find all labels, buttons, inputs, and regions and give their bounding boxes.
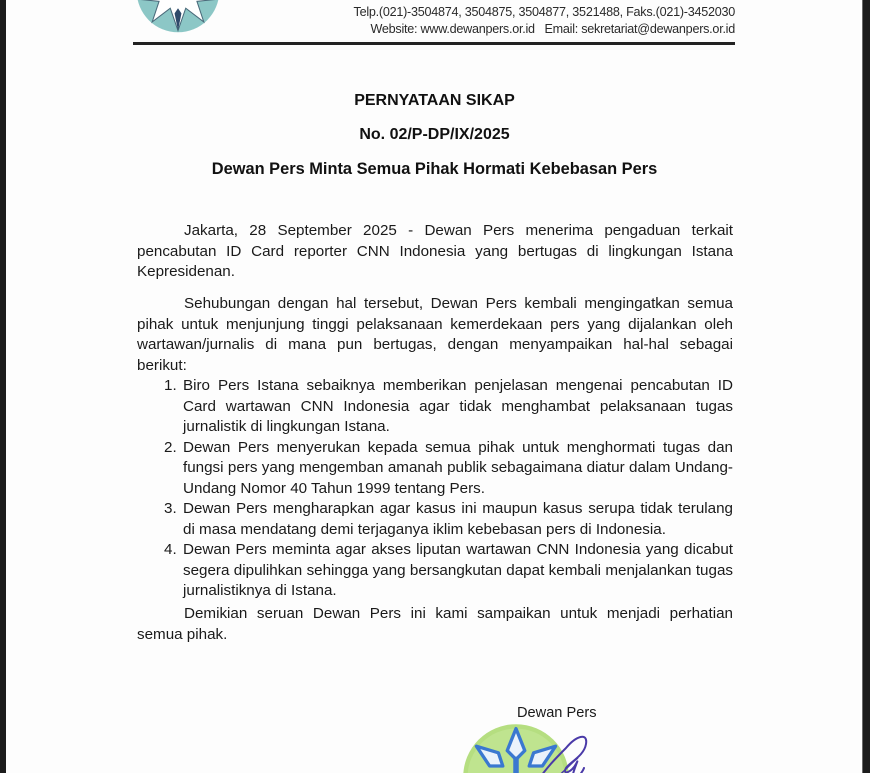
letterhead-contact xyxy=(354,4,735,38)
handwritten-signature-icon xyxy=(526,728,606,773)
letterhead-phone: Telp.(021)-3504874, 3504875, 3504877, 3521488, Faks.(021)-3452030 xyxy=(353,5,735,19)
point-number: 3. xyxy=(164,500,177,517)
statement-point xyxy=(137,499,733,540)
point-number: 4. xyxy=(164,541,177,558)
statement-point xyxy=(137,376,733,438)
point-text: Dewan Pers mengharapkan agar kasus ini maupun kasus serupa tidak terulang di masa mendatang demi terjaganya iklim kebebasan pers di Indonesia. xyxy=(183,500,733,538)
point-text: Dewan Pers menyerukan kepada semua pihak untuk menghormati tugas dan fungsi pers yang mengemban amanah publik sebagaimana diatur dalam Undang-Undang Nomor 40 Tahun 1999 tentang Pers. xyxy=(183,438,733,497)
statement-title: PERNYATAAN SIKAP xyxy=(354,92,515,109)
point-text: Dewan Pers meminta agar akses liputan wartawan CNN Indonesia yang dicabut segera dipulihkan sehingga yang bersangkutan dapat kembali menjalankan tugas jurnalistiknya di Istana. xyxy=(183,541,733,599)
point-text: Biro Pers Istana sebaiknya memberikan penjelasan mengenai pencabutan ID Card wartawan CNN Indonesia agar tidak menghambat pelaksanaan tugas jurnalistik di lingkungan Istana. xyxy=(183,377,733,435)
statement-points xyxy=(137,376,733,602)
statement-subtitle: Dewan Pers Minta Semua Pihak Hormati Kebebasan Pers xyxy=(211,160,658,178)
point-number: 2. xyxy=(164,438,177,456)
document-page xyxy=(6,0,863,773)
statement-point xyxy=(137,438,733,500)
dewan-pers-logo-icon xyxy=(135,0,221,34)
paragraph-context: Sehubungan dengan hal tersebut, Dewan Pers kembali mengingatkan semua pihak untuk menjunjung tinggi pelaksanaan kemerdekaan pers yang dijalankan oleh wartawan/jurnalis di mana pun bertugas, dengan menyampaikan hal-hal sebagai berikut: xyxy=(137,295,733,374)
signatory-label: Dewan Pers xyxy=(517,705,597,721)
letterhead-web-email: Website: www.dewanpers.or.id Email: sekretariat@dewanpers.or.id xyxy=(370,22,735,36)
letterhead-divider xyxy=(133,42,735,45)
statement-number: No. 02/P-DP/IX/2025 xyxy=(359,126,510,143)
point-number: 1. xyxy=(164,377,177,394)
paragraph-intro: Jakarta, 28 September 2025 - Dewan Pers menerima pengaduan terkait pencabutan ID Card reporter CNN Indonesia yang bertugas di lingkungan Istana Kepresidenan. xyxy=(137,222,733,280)
statement-point xyxy=(137,540,733,602)
paragraph-closing: Demikian seruan Dewan Pers ini kami sampaikan untuk menjadi perhatian semua pihak. xyxy=(137,605,733,643)
page-edge xyxy=(862,0,863,773)
